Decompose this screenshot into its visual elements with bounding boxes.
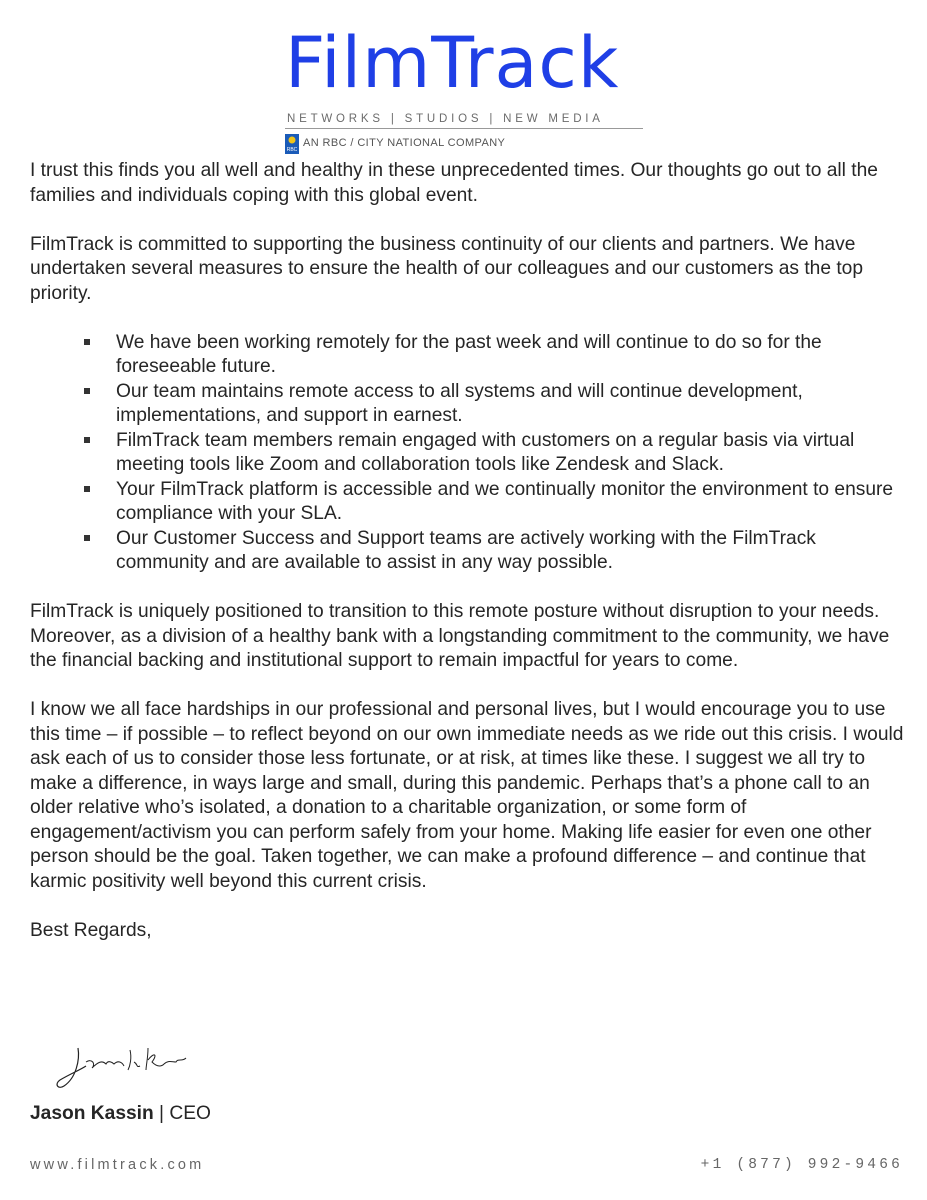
- footer-phone[interactable]: +1 (877) 992-9466: [700, 1157, 903, 1173]
- parent-company-line: AN RBC / CITY NATIONAL COMPANY: [303, 137, 506, 149]
- list-item: Your FilmTrack platform is accessible and we continually monitor the environment to ensure compliance with your SLA.: [116, 478, 905, 527]
- closing-salutation: Best Regards,: [30, 919, 152, 941]
- logo-divider: [285, 128, 643, 129]
- handwritten-signature: [50, 1040, 190, 1095]
- logo-tagline: NETWORKS | STUDIOS | NEW MEDIA: [287, 113, 604, 125]
- measures-list: [30, 331, 905, 576]
- paragraph-encouragement: I know we all face hardships in our professional and personal lives, but I would encourage you to use this time – if possible – to reflect beyond on our own immediate needs as we ride out this crisis. I would ask each of us to consider those less fortunate, or at risk, at times like these. I suggest we all try to make a difference, in ways large and small, during this pandemic. Perhaps that’s a phone call to an older relative who’s isolated, a donation to a charitable organization, or some form of engagement/activism you can perform safely from your home. Making life easier for even one other person should be the goal. Taken together, we can make a profound difference – and continue that karmic positivity well beyond this current crisis.: [30, 699, 904, 892]
- footer-website-link[interactable]: www.filmtrack.com: [30, 1157, 205, 1173]
- list-item: Our team maintains remote access to all systems and will continue development, implementations, and support in earnest.: [116, 380, 905, 429]
- company-logo: [285, 22, 655, 153]
- paragraph-positioning: FilmTrack is uniquely positioned to transition to this remote posture without disruption to your needs. Moreover, as a division of a healthy bank with a longstanding commitment to the community, we have the financial backing and institutional support to remain impactful for years to come.: [30, 601, 890, 671]
- rbc-shield-icon: [285, 134, 299, 154]
- signer-separator: |: [153, 1103, 170, 1124]
- logo-wordmark: FilmTrack: [285, 22, 620, 104]
- letter-body: [30, 159, 905, 943]
- paragraph-intro: I trust this finds you all well and healthy in these unprecedented times. Our thoughts go out to all the families and individuals coping with this global event.: [30, 160, 878, 206]
- paragraph-commitment: FilmTrack is committed to supporting the business continuity of our clients and partners. We have undertaken several measures to ensure the health of our colleagues and our customers as the top priority.: [30, 233, 864, 304]
- list-item: FilmTrack team members remain engaged with customers on a regular basis via virtual meeting tools like Zoom and collaboration tools like Zendesk and Slack.: [116, 429, 905, 478]
- list-item: We have been working remotely for the past week and will continue to do so for the foreseeable future.: [116, 331, 905, 380]
- svg-text:RBC: RBC: [286, 147, 298, 153]
- signer-title: CEO: [169, 1103, 211, 1124]
- signer-name: Jason Kassin: [30, 1103, 154, 1124]
- signer-line: [30, 1103, 211, 1125]
- list-item: Our Customer Success and Support teams are actively working with the FilmTrack community and are available to assist in any way possible.: [116, 527, 905, 576]
